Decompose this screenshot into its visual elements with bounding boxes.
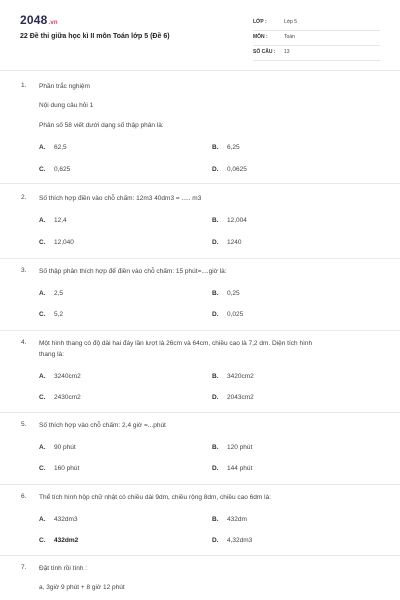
option-letter: A. — [39, 290, 46, 297]
question-subtext: a, 3giờ 9 phút + 8 giờ 12 phút — [39, 584, 125, 591]
option-value: 0,025 — [227, 311, 244, 318]
option-d[interactable] — [212, 311, 243, 318]
option-a[interactable] — [39, 290, 63, 297]
question-number: 1. — [21, 82, 27, 89]
option-letter: A. — [39, 373, 46, 380]
option-d[interactable] — [212, 537, 252, 544]
option-letter: B. — [212, 516, 219, 523]
option-a[interactable] — [39, 444, 76, 451]
option-a[interactable] — [39, 217, 67, 224]
meta-value: Toán — [284, 34, 295, 40]
option-d[interactable] — [212, 465, 252, 472]
option-letter: D. — [212, 394, 219, 401]
option-value: 3240cm2 — [54, 373, 81, 380]
option-value: 0,25 — [227, 290, 240, 297]
option-letter: D. — [212, 239, 219, 246]
option-letter: C. — [39, 311, 46, 318]
option-value: 5,2 — [54, 311, 64, 318]
divider — [0, 555, 400, 556]
option-letter: A. — [39, 516, 46, 523]
option-letter: B. — [212, 144, 219, 151]
option-value: 6,25 — [227, 144, 240, 151]
question-number: 3. — [21, 267, 27, 274]
option-value: 144 phút — [227, 465, 253, 472]
option-d[interactable] — [212, 239, 241, 246]
option-b[interactable] — [212, 516, 247, 523]
option-value: 12,4 — [54, 217, 67, 224]
question-number: 5. — [21, 421, 27, 428]
option-letter: C. — [39, 465, 46, 472]
option-value: 432dm — [227, 516, 247, 523]
document-title: 22 Đề thi giữa học kì II môn Toán lớp 5 (Đề 6) — [20, 33, 170, 40]
question-text: Số thích hợp vào chỗ chấm: 2,4 giờ =...phút — [39, 422, 166, 429]
question-text: Số thập phân thích hợp để điền vào chỗ chấm: 15 phút=....giờ là: — [39, 268, 227, 275]
question-text: Số thích hợp điền vào chỗ chấm: 12m3 40dm3 = ..... m3 — [39, 195, 202, 202]
question-text: Thể tích hình hộp chữ nhật có chiều dài 9dm, chiều rộng 8dm, chiều cao 6dm là: — [39, 494, 271, 501]
option-b[interactable] — [212, 444, 252, 451]
question-line: Nội dung câu hỏi 1 — [39, 102, 94, 109]
question-number: 6. — [21, 493, 27, 500]
option-letter: A. — [39, 144, 46, 151]
option-value: 12,040 — [54, 239, 74, 246]
divider — [0, 258, 400, 259]
option-letter: B. — [212, 290, 219, 297]
option-c[interactable] — [39, 394, 81, 401]
option-c[interactable] — [39, 166, 70, 173]
option-value: 12,004 — [227, 217, 247, 224]
option-b[interactable] — [212, 290, 240, 297]
option-b[interactable] — [212, 373, 254, 380]
divider — [0, 412, 400, 413]
option-letter: B. — [212, 217, 219, 224]
option-d[interactable] — [212, 166, 247, 173]
option-value: 2,5 — [54, 290, 64, 297]
option-value: 62,5 — [54, 144, 67, 151]
option-value: 160 phút — [54, 465, 80, 472]
option-value: 432dm2 — [54, 537, 79, 544]
option-letter: C. — [39, 166, 46, 173]
option-c[interactable] — [39, 537, 78, 544]
question-line: Phần trắc nghiệm — [39, 83, 90, 90]
option-value: 90 phút — [54, 444, 76, 451]
option-letter: D. — [212, 465, 219, 472]
option-b[interactable] — [212, 217, 247, 224]
divider — [0, 183, 400, 184]
site-logo[interactable] — [20, 13, 58, 27]
meta-value: Lớp 5 — [284, 19, 298, 25]
option-c[interactable] — [39, 465, 79, 472]
document-header — [0, 0, 400, 70]
option-c[interactable] — [39, 311, 63, 318]
option-letter: B. — [212, 373, 219, 380]
option-letter: C. — [39, 239, 46, 246]
option-value: 2430cm2 — [54, 394, 81, 401]
option-value: 4,32dm3 — [227, 537, 253, 544]
question-text: Đặt tính rồi tính : — [39, 565, 88, 572]
question-number: 7. — [21, 564, 27, 571]
option-value: 120 phút — [227, 444, 253, 451]
option-c[interactable] — [39, 239, 74, 246]
meta-value: 13 — [284, 49, 290, 55]
option-value: 0,0625 — [227, 166, 247, 173]
option-a[interactable] — [39, 373, 81, 380]
option-a[interactable] — [39, 144, 67, 151]
meta-row-subject — [253, 31, 380, 46]
question-number: 4. — [21, 339, 27, 346]
question-text: Phân số 58 viết dưới dạng số thập phân là: — [39, 122, 164, 129]
divider — [0, 330, 400, 331]
option-letter: D. — [212, 311, 219, 318]
logo-suffix: .vn — [48, 20, 58, 26]
meta-label: SỐ CÂU : — [253, 49, 276, 55]
question-text-cont: thang là: — [39, 351, 64, 358]
option-value: 3420cm2 — [227, 373, 254, 380]
option-letter: B. — [212, 444, 219, 451]
logo-text: 2048 — [20, 13, 48, 27]
option-letter: D. — [212, 537, 219, 544]
question-number: 2. — [21, 194, 27, 201]
option-b[interactable] — [212, 144, 240, 151]
option-letter: A. — [39, 444, 46, 451]
meta-label: MÔN : — [253, 34, 268, 40]
question-text: Một hình thang có độ dài hai đáy lần lượt là 26cm và 64cm, chiều cao là 7,2 dm. Diện tích hình — [39, 340, 313, 347]
meta-row-count — [253, 46, 380, 61]
option-letter: A. — [39, 217, 46, 224]
option-letter: C. — [39, 537, 46, 544]
meta-label: LỚP : — [253, 19, 267, 25]
option-a[interactable] — [39, 516, 78, 523]
option-value: 2043cm2 — [227, 394, 254, 401]
option-value: 432dm3 — [54, 516, 78, 523]
divider — [0, 70, 400, 71]
option-d[interactable] — [212, 394, 254, 401]
option-letter: C. — [39, 394, 46, 401]
document-meta — [253, 16, 380, 61]
meta-row-class — [253, 16, 380, 31]
option-letter: D. — [212, 166, 219, 173]
option-value: 0,625 — [54, 166, 71, 173]
option-value: 1240 — [227, 239, 242, 246]
divider — [0, 484, 400, 485]
